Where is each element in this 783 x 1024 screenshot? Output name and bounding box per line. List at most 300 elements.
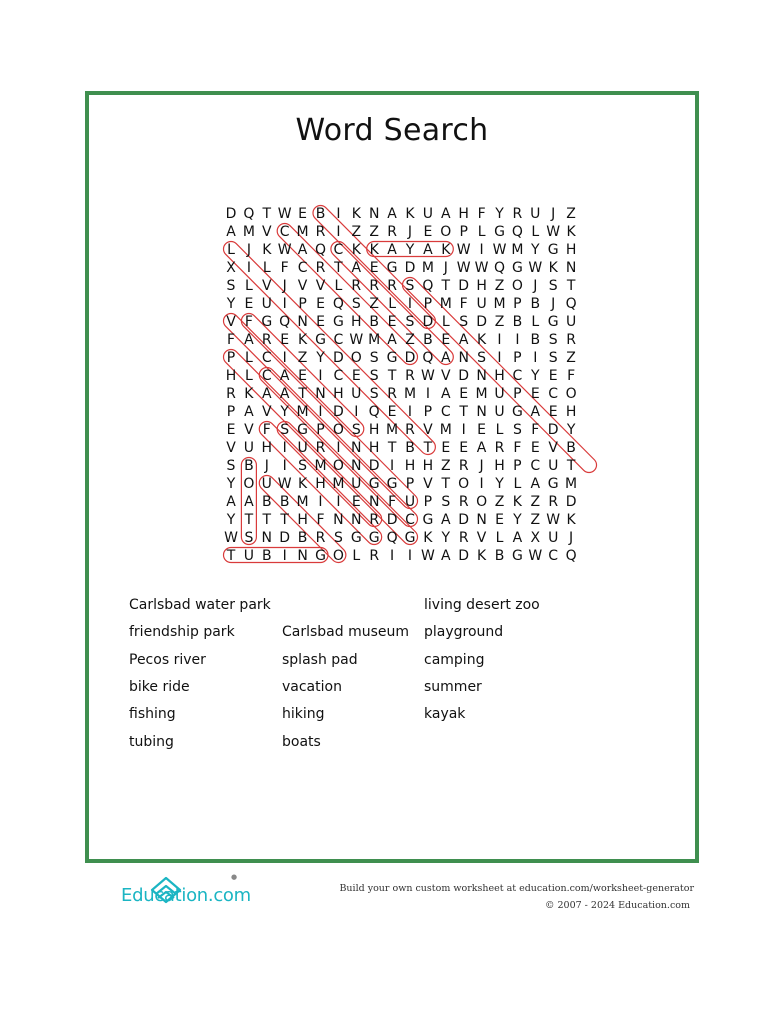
- grid-letter: R: [315, 224, 326, 240]
- grid-letter: P: [459, 224, 468, 240]
- word-list-item: Carlsbad museum: [282, 624, 410, 641]
- grid-letter: T: [262, 206, 272, 222]
- grid-letter: E: [316, 296, 325, 312]
- grid-letter: A: [458, 332, 469, 348]
- grid-letter: M: [565, 476, 578, 492]
- footer-build-link[interactable]: Build your own custom worksheet at education.com/worksheet-generator: [339, 883, 694, 894]
- grid-letter: M: [314, 458, 327, 474]
- grid-letter: E: [351, 368, 361, 384]
- grid-letter: W: [420, 548, 435, 564]
- grid-letter: B: [244, 458, 254, 474]
- grid-letter: K: [477, 548, 487, 564]
- grid-letter: G: [350, 530, 362, 546]
- grid-letter: M: [439, 422, 452, 438]
- grid-letter: Q: [386, 530, 398, 546]
- grid-letter: A: [244, 332, 254, 348]
- grid-letter: K: [244, 386, 254, 402]
- grid-letter: I: [390, 458, 395, 474]
- grid-letter: O: [565, 386, 577, 402]
- grid-letter: V: [244, 422, 254, 438]
- grid-letter: G: [315, 332, 326, 348]
- grid-letter: W: [492, 242, 507, 258]
- grid-letter: H: [315, 476, 326, 492]
- grid-letter: Y: [531, 242, 540, 258]
- grid-letter: U: [261, 296, 272, 312]
- grid-letter: I: [282, 440, 287, 456]
- grid-letter: D: [404, 260, 416, 276]
- grid-letter: J: [479, 458, 484, 474]
- grid-letter: K: [351, 242, 361, 258]
- grid-letter: V: [441, 368, 451, 384]
- grid-letter: N: [458, 350, 469, 366]
- grid-letter: A: [512, 530, 523, 546]
- grid-letter: X: [226, 260, 236, 276]
- grid-letter: G: [511, 548, 523, 564]
- grid-letter: I: [407, 296, 413, 312]
- grid-letter: H: [494, 458, 505, 474]
- word-list-item: hiking: [282, 706, 325, 723]
- grid-letter: R: [369, 512, 380, 528]
- grid-letter: B: [261, 548, 272, 564]
- grid-letter: Z: [297, 350, 308, 366]
- grid-letter: S: [459, 314, 469, 330]
- grid-letter: S: [512, 422, 522, 438]
- grid-letter: A: [441, 206, 451, 222]
- grid-letter: V: [548, 440, 558, 456]
- grid-letter: Z: [369, 224, 379, 240]
- grid-letter: M: [493, 296, 506, 312]
- grid-letter: J: [264, 458, 269, 474]
- grid-letter: B: [261, 494, 272, 510]
- grid-letter: C: [333, 332, 344, 348]
- grid-letter: I: [515, 332, 520, 348]
- grid-letter: V: [262, 278, 272, 294]
- grid-letter: N: [297, 314, 308, 330]
- grid-letter: I: [390, 548, 395, 564]
- grid-letter: O: [458, 476, 470, 492]
- grid-letter: G: [386, 350, 398, 366]
- word-list-item: boats: [282, 733, 321, 750]
- grid-letter: C: [440, 404, 451, 420]
- grid-letter: G: [332, 314, 344, 330]
- grid-letter: A: [441, 386, 451, 402]
- grid-letter: R: [387, 386, 397, 402]
- grid-letter: E: [530, 440, 540, 456]
- grid-letter: A: [441, 350, 451, 366]
- grid-letter: N: [333, 512, 344, 528]
- grid-letter: P: [423, 296, 433, 312]
- grid-letter: H: [351, 314, 362, 330]
- grid-letter: G: [547, 242, 559, 258]
- grid-letter: A: [279, 386, 290, 402]
- grid-letter: J: [551, 296, 556, 312]
- grid-letter: G: [511, 404, 523, 420]
- grid-letter: V: [423, 476, 433, 492]
- grid-letter: L: [227, 242, 235, 258]
- grid-letter: O: [243, 476, 255, 492]
- grid-letter: E: [244, 296, 254, 312]
- grid-letter: I: [407, 548, 413, 564]
- grid-letter: H: [368, 422, 380, 438]
- grid-letter: Y: [441, 530, 451, 546]
- grid-letter: U: [243, 440, 255, 456]
- grid-letter: C: [405, 512, 415, 528]
- word-list-item: tubing: [129, 733, 174, 750]
- grid-letter: S: [369, 368, 379, 384]
- grid-letter: R: [387, 278, 397, 294]
- grid-letter: K: [369, 242, 379, 258]
- grid-letter: S: [548, 350, 558, 366]
- grid-letter: R: [261, 332, 272, 348]
- grid-letter: T: [566, 278, 576, 294]
- grid-letter: X: [530, 530, 541, 546]
- grid-letter: U: [476, 296, 487, 312]
- grid-letter: M: [403, 386, 417, 402]
- grid-letter: M: [475, 386, 488, 402]
- grid-letter: Z: [369, 296, 379, 312]
- grid-letter: S: [226, 458, 236, 474]
- grid-letter: P: [513, 296, 522, 312]
- grid-letter: C: [261, 368, 272, 384]
- grid-letter: N: [297, 548, 308, 564]
- word-list-item: kayak: [424, 706, 466, 723]
- grid-letter: P: [513, 458, 522, 474]
- grid-letter: C: [548, 548, 559, 564]
- grid-letter: F: [513, 440, 522, 456]
- grid-letter: S: [548, 332, 558, 348]
- grid-letter: P: [226, 404, 236, 420]
- grid-letter: K: [548, 260, 558, 276]
- grid-letter: K: [566, 512, 576, 528]
- grid-letter: O: [332, 422, 344, 438]
- grid-letter: N: [351, 440, 362, 456]
- grid-letter: W: [277, 476, 292, 492]
- grid-letter: F: [262, 422, 271, 438]
- grid-letter: G: [494, 224, 505, 240]
- grid-letter: P: [513, 386, 522, 402]
- footer-copyright: © 2007 - 2024 Education.com: [544, 900, 690, 911]
- grid-letter: D: [422, 314, 434, 330]
- grid-letter: A: [279, 368, 290, 384]
- word-list-item: vacation: [282, 678, 342, 695]
- grid-letter: R: [369, 278, 380, 294]
- grid-letter: G: [368, 476, 380, 492]
- word-list-item: splash pad: [282, 651, 358, 668]
- grid-letter: R: [458, 494, 469, 510]
- grid-letter: F: [567, 368, 576, 384]
- grid-letter: Z: [441, 458, 451, 474]
- word-list-item: fishing: [129, 706, 176, 723]
- grid-letter: T: [441, 278, 451, 294]
- grid-letter: I: [461, 422, 466, 438]
- grid-letter: C: [279, 224, 290, 240]
- grid-letter: R: [315, 440, 326, 456]
- grid-letter: E: [477, 422, 487, 438]
- worksheet-frame: [85, 91, 699, 863]
- grid-letter: L: [531, 224, 540, 240]
- grid-letter: Q: [511, 224, 523, 240]
- grid-letter: H: [458, 206, 469, 222]
- grid-letter: I: [407, 404, 413, 420]
- grid-letter: I: [479, 242, 484, 258]
- grid-letter: N: [368, 206, 380, 222]
- grid-letter: N: [261, 530, 273, 546]
- grid-letter: L: [477, 224, 486, 240]
- grid-letter: E: [298, 368, 308, 384]
- grid-letter: H: [225, 368, 237, 384]
- grid-letter: A: [387, 332, 397, 348]
- grid-letter: O: [332, 548, 344, 564]
- grid-letter: A: [476, 440, 487, 456]
- grid-letter: S: [298, 458, 308, 474]
- grid-letter: W: [277, 206, 292, 222]
- grid-letter: E: [316, 314, 325, 330]
- grid-letter: B: [530, 332, 541, 348]
- grid-letter: H: [297, 512, 308, 528]
- grid-letter: P: [513, 350, 522, 366]
- grid-letter: S: [351, 422, 361, 438]
- grid-letter: S: [280, 422, 290, 438]
- grid-letter: E: [387, 314, 397, 330]
- grid-letter: Y: [513, 512, 522, 528]
- grid-letter: W: [528, 260, 543, 276]
- grid-letter: E: [423, 224, 433, 240]
- grid-letter: K: [262, 242, 272, 258]
- grid-letter: W: [546, 224, 561, 240]
- grid-letter: E: [298, 206, 308, 222]
- grid-letter: V: [297, 278, 308, 294]
- answer-loop: [224, 548, 329, 563]
- grid-letter: R: [315, 530, 326, 546]
- grid-letter: D: [404, 350, 416, 366]
- grid-letter: A: [351, 260, 362, 276]
- grid-letter: Q: [422, 350, 434, 366]
- grid-letter: Q: [332, 296, 344, 312]
- grid-letter: C: [530, 458, 541, 474]
- grid-letter: B: [512, 314, 523, 330]
- grid-letter: T: [226, 548, 236, 564]
- grid-letter: I: [282, 458, 287, 474]
- grid-letter: M: [511, 242, 524, 258]
- grid-letter: S: [369, 386, 379, 402]
- grid-letter: U: [530, 206, 541, 222]
- grid-letter: S: [369, 350, 379, 366]
- grid-letter: M: [332, 476, 345, 492]
- grid-letter: W: [474, 260, 489, 276]
- grid-letter: J: [551, 206, 556, 222]
- grid-letter: W: [224, 530, 238, 546]
- grid-letter: Z: [494, 314, 505, 330]
- grid-letter: I: [246, 260, 251, 276]
- grid-letter: F: [459, 296, 468, 312]
- grid-letter: I: [336, 224, 341, 240]
- grid-letter: D: [458, 278, 470, 294]
- grid-letter: Q: [368, 404, 380, 420]
- grid-letter: T: [280, 512, 289, 528]
- grid-letter: M: [368, 332, 381, 348]
- grid-letter: N: [351, 458, 362, 474]
- word-list-item: bike ride: [129, 678, 190, 695]
- grid-letter: U: [548, 458, 559, 474]
- grid-letter: G: [511, 260, 523, 276]
- grid-letter: A: [530, 476, 541, 492]
- grid-letter: T: [566, 458, 576, 474]
- grid-letter: U: [548, 530, 559, 546]
- grid-letter: N: [368, 494, 380, 510]
- grid-letter: U: [297, 440, 308, 456]
- grid-letter: F: [280, 260, 289, 276]
- grid-letter: A: [387, 206, 397, 222]
- grid-letter: I: [318, 404, 323, 420]
- grid-letter: Y: [226, 476, 236, 492]
- grid-letter: O: [350, 350, 362, 366]
- grid-letter: K: [477, 332, 487, 348]
- logo-wordmark: Education.com: [121, 885, 251, 906]
- grid-letter: O: [440, 224, 452, 240]
- grid-letter: V: [262, 224, 272, 240]
- grid-letter: D: [476, 314, 487, 330]
- grid-letter: S: [477, 350, 487, 366]
- grid-letter: P: [298, 296, 307, 312]
- grid-letter: A: [423, 242, 433, 258]
- grid-letter: G: [547, 314, 559, 330]
- grid-letter: J: [569, 530, 574, 546]
- grid-letter: S: [226, 278, 236, 294]
- grid-letter: G: [404, 530, 416, 546]
- grid-letter: J: [443, 260, 448, 276]
- grid-letter: T: [423, 440, 433, 456]
- grid-letter: B: [369, 314, 380, 330]
- grid-letter: G: [368, 530, 380, 546]
- grid-letter: Y: [316, 350, 325, 366]
- grid-letter: U: [351, 386, 362, 402]
- grid-letter: F: [477, 206, 486, 222]
- grid-letter: E: [441, 332, 451, 348]
- grid-letter: D: [225, 206, 237, 222]
- grid-letter: I: [354, 404, 359, 420]
- grid-letter: Y: [280, 404, 289, 420]
- grid-letter: D: [368, 458, 380, 474]
- grid-letter: H: [494, 368, 505, 384]
- grid-letter: V: [423, 422, 433, 438]
- grid-letter: Y: [531, 368, 540, 384]
- grid-letter: W: [546, 512, 561, 528]
- grid-letter: L: [513, 476, 522, 492]
- grid-letter: M: [386, 422, 399, 438]
- grid-letter: W: [420, 368, 435, 384]
- grid-letter: R: [351, 278, 362, 294]
- grid-letter: E: [387, 404, 397, 420]
- grid-letter: W: [456, 242, 471, 258]
- grid-letter: D: [279, 530, 291, 546]
- grid-letter: N: [565, 260, 577, 276]
- grid-letter: Q: [565, 296, 577, 312]
- grid-letter: B: [423, 332, 433, 348]
- grid-letter: L: [244, 278, 253, 294]
- grid-letter: H: [404, 458, 416, 474]
- grid-letter: U: [494, 386, 505, 402]
- grid-letter: A: [244, 494, 254, 510]
- grid-letter: E: [548, 404, 558, 420]
- grid-letter: R: [405, 422, 415, 438]
- grid-letter: B: [494, 548, 505, 564]
- grid-letter: R: [387, 224, 397, 240]
- grid-letter: V: [262, 404, 272, 420]
- grid-letter: P: [226, 350, 236, 366]
- grid-letter: P: [405, 476, 415, 492]
- grid-letter: L: [495, 530, 504, 546]
- grid-letter: F: [388, 494, 397, 510]
- grid-letter: W: [456, 260, 471, 276]
- grid-letter: Z: [494, 278, 505, 294]
- grid-letter: V: [226, 440, 236, 456]
- grid-letter: F: [226, 332, 236, 348]
- page-title: Word Search: [295, 113, 489, 148]
- grid-letter: A: [387, 242, 397, 258]
- word-list-item: camping: [424, 651, 485, 668]
- grid-letter: F: [531, 422, 540, 438]
- word-list-item: Carlsbad water park: [129, 597, 271, 613]
- grid-letter: I: [282, 296, 287, 312]
- grid-letter: R: [226, 386, 236, 402]
- grid-letter: A: [262, 386, 272, 402]
- grid-letter: I: [497, 350, 502, 366]
- grid-letter: L: [262, 260, 271, 276]
- grid-letter: V: [315, 278, 326, 294]
- grid-letter: B: [297, 530, 308, 546]
- grid-letter: M: [296, 494, 309, 510]
- grid-letter: O: [511, 278, 523, 294]
- grid-letter: D: [458, 548, 470, 564]
- grid-letter: H: [333, 386, 344, 402]
- grid-letter: F: [244, 314, 253, 330]
- grid-letter: A: [226, 494, 236, 510]
- grid-letter: A: [244, 404, 254, 420]
- grid-letter: Y: [226, 512, 236, 528]
- grid-letter: W: [349, 332, 364, 348]
- grid-letter: T: [459, 404, 468, 420]
- grid-letter: Q: [279, 314, 291, 330]
- grid-letter: I: [533, 350, 538, 366]
- logo-mark: ●: [231, 873, 238, 881]
- grid-letter: E: [369, 260, 379, 276]
- grid-letter: J: [407, 224, 413, 240]
- grid-letter: Q: [314, 242, 327, 258]
- grid-letter: B: [315, 206, 326, 222]
- grid-letter: T: [298, 386, 307, 402]
- grid-letter: N: [351, 512, 362, 528]
- grid-letter: S: [351, 296, 361, 312]
- grid-letter: C: [261, 350, 272, 366]
- grid-letter: R: [458, 530, 469, 546]
- grid-letter: G: [386, 476, 398, 492]
- grid-letter: Y: [566, 422, 576, 438]
- grid-letter: D: [333, 350, 344, 366]
- grid-letter: B: [566, 440, 576, 456]
- grid-letter: G: [315, 548, 326, 564]
- grid-letter: I: [336, 206, 341, 222]
- grid-letter: M: [296, 224, 309, 240]
- grid-letter: G: [297, 422, 309, 438]
- grid-letter: L: [388, 296, 397, 312]
- grid-letter: Q: [565, 548, 577, 564]
- grid-letter: M: [296, 404, 309, 420]
- grid-letter: T: [262, 512, 272, 528]
- grid-letter: M: [439, 296, 452, 312]
- grid-letter: B: [405, 440, 415, 456]
- grid-letter: J: [533, 278, 538, 294]
- grid-letter: A: [441, 548, 451, 564]
